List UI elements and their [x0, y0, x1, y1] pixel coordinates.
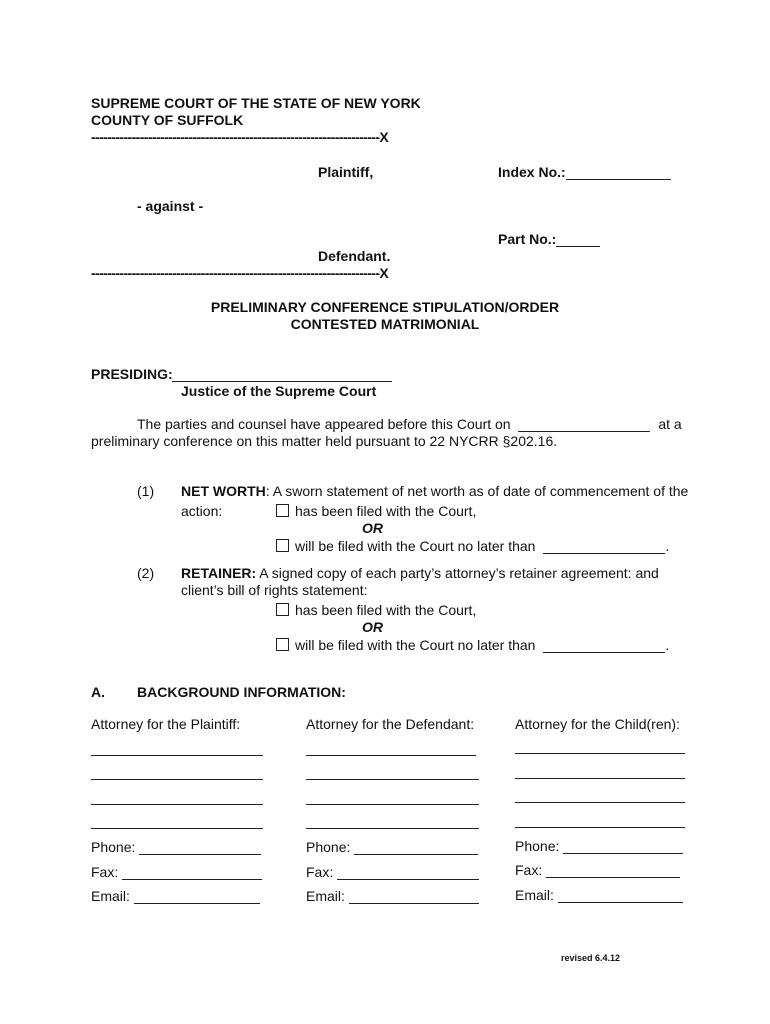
section-a-heading: BACKGROUND INFORMATION: — [137, 684, 346, 700]
plaintiff-attorney-title: Attorney for the Plaintiff: — [91, 716, 241, 732]
phone-label: Phone: — [91, 839, 136, 855]
retainer-date-field[interactable] — [543, 652, 665, 653]
plaintiff-attorney-line[interactable] — [91, 779, 263, 780]
plaintiff-phone — [91, 839, 261, 855]
net-worth-heading: NET WORTH — [181, 483, 266, 499]
caption-separator-bottom: -----------------------------------------------------------------------X — [91, 265, 389, 281]
presiding-justice-field[interactable] — [172, 381, 392, 382]
or-label: OR — [362, 520, 383, 536]
defendant-fax — [306, 864, 479, 880]
retainer-option-will-file[interactable] — [276, 637, 669, 653]
child-attorney-line[interactable] — [515, 802, 685, 803]
child-email — [515, 887, 683, 903]
defendant-attorney-line[interactable] — [306, 779, 479, 780]
index-number-field[interactable] — [566, 179, 671, 180]
defendant-email — [306, 888, 479, 904]
phone-field[interactable] — [354, 854, 478, 855]
checkbox[interactable] — [276, 539, 289, 552]
part-number — [498, 231, 600, 247]
document-title: PRELIMINARY CONFERENCE STIPULATION/ORDER — [210, 299, 560, 315]
email-label: Email: — [515, 887, 554, 903]
checkbox[interactable] — [276, 504, 289, 517]
or-label: OR — [362, 619, 383, 635]
revision-note: revised 6.4.12 — [561, 953, 621, 963]
intro-text: The parties and counsel have appeared before this Court on — [137, 416, 511, 432]
intro-line-1 — [137, 416, 682, 432]
intro-line-2: preliminary conference on this matter held pursuant to 22 NYCRR §202.16. — [91, 433, 558, 449]
court-name: SUPREME COURT OF THE STATE OF NEW YORK — [91, 95, 421, 111]
checkbox[interactable] — [276, 638, 289, 651]
child-phone — [515, 838, 683, 854]
presiding-label: PRESIDING: — [91, 366, 173, 382]
part-label: Part No.: — [498, 231, 557, 247]
county-name: COUNTY OF SUFFOLK — [91, 112, 244, 128]
net-worth-text: : A sworn statement of net worth as of date of commencement of the — [265, 483, 689, 499]
defendant-attorney-line[interactable] — [306, 828, 479, 829]
email-field[interactable] — [558, 902, 683, 903]
caption-separator-top: -----------------------------------------------------------------------X — [91, 129, 389, 145]
email-label: Email: — [91, 888, 130, 904]
item-2-text2: client’s bill of rights statement: — [181, 582, 368, 598]
retainer-text: A signed copy of each party’s attorney’s retainer agreement: and — [256, 565, 659, 581]
item-1-number: (1) — [137, 483, 155, 499]
option-label: will be filed with the Court no later than — [295, 538, 536, 554]
net-worth-option-will-file[interactable] — [276, 538, 669, 554]
fax-label: Fax: — [306, 864, 334, 880]
item-1-heading-line — [181, 483, 688, 499]
retainer-option-filed[interactable] — [276, 602, 476, 618]
defendant-attorney-line[interactable] — [306, 804, 479, 805]
phone-label: Phone: — [306, 839, 351, 855]
fax-field[interactable] — [546, 877, 680, 878]
plaintiff-fax — [91, 864, 262, 880]
section-a-letter: A. — [91, 684, 105, 700]
index-number — [498, 164, 671, 180]
fax-field[interactable] — [337, 879, 479, 880]
checkbox[interactable] — [276, 603, 289, 616]
child-attorney-line[interactable] — [515, 827, 685, 828]
item-2-number: (2) — [137, 565, 155, 581]
index-label: Index No.: — [498, 164, 566, 180]
child-fax — [515, 862, 680, 878]
net-worth-date-field[interactable] — [543, 553, 665, 554]
item-2-heading-line — [181, 565, 659, 581]
phone-field[interactable] — [139, 854, 261, 855]
phone-label: Phone: — [515, 838, 560, 854]
option-label: will be filed with the Court no later than — [295, 637, 536, 653]
retainer-heading: RETAINER: — [181, 565, 257, 581]
net-worth-option-filed[interactable] — [276, 503, 476, 519]
phone-field[interactable] — [563, 853, 683, 854]
justice-title: Justice of the Supreme Court — [181, 383, 377, 399]
plaintiff-email — [91, 888, 260, 904]
part-number-field[interactable] — [556, 246, 600, 247]
fax-field[interactable] — [122, 879, 262, 880]
defendant-attorney-title: Attorney for the Defendant: — [306, 716, 475, 732]
defendant-label: Defendant. — [318, 248, 391, 264]
intro-text-end: at a — [658, 416, 682, 432]
fax-label: Fax: — [91, 864, 119, 880]
child-attorney-line[interactable] — [515, 753, 685, 754]
option-label: has been filed with the Court, — [295, 602, 477, 618]
email-field[interactable] — [349, 903, 479, 904]
plaintiff-attorney-line[interactable] — [91, 828, 263, 829]
child-attorney-title: Attorney for the Child(ren): — [515, 716, 680, 732]
item-1-text2: action: — [181, 503, 223, 519]
plaintiff-attorney-line[interactable] — [91, 804, 263, 805]
plaintiff-attorney-line[interactable] — [91, 755, 263, 756]
option-label: has been filed with the Court, — [295, 503, 477, 519]
conference-date-field[interactable] — [518, 431, 650, 432]
fax-label: Fax: — [515, 862, 543, 878]
child-attorney-line[interactable] — [515, 778, 685, 779]
period: . — [665, 538, 670, 554]
document-subtitle: CONTESTED MATRIMONIAL — [290, 316, 480, 332]
defendant-phone — [306, 839, 478, 855]
defendant-attorney-line[interactable] — [306, 755, 476, 756]
plaintiff-label: Plaintiff, — [318, 164, 374, 180]
email-label: Email: — [306, 888, 345, 904]
period: . — [665, 637, 670, 653]
email-field[interactable] — [134, 903, 260, 904]
against-label: - against - — [137, 198, 204, 214]
